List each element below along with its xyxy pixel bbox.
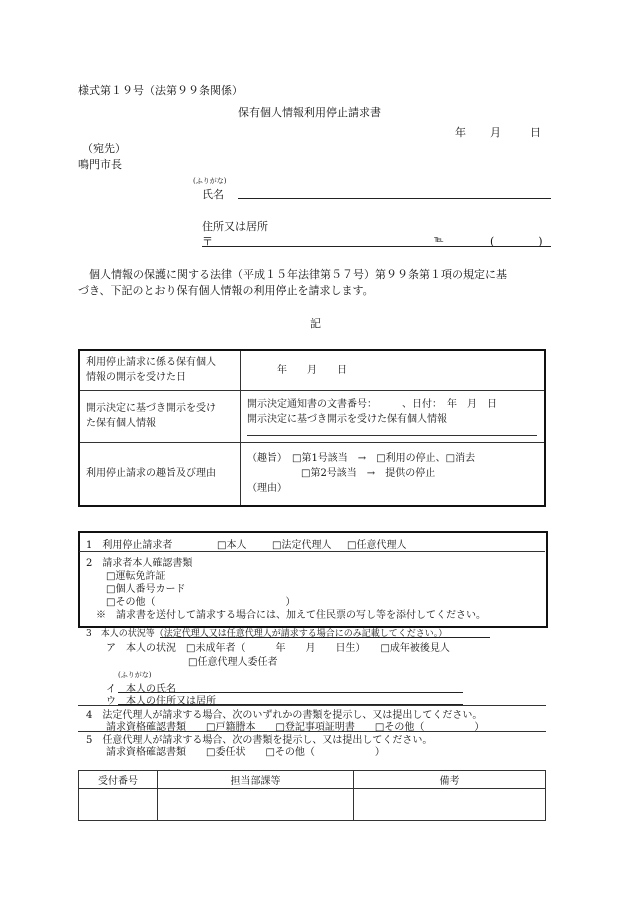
section4-docs[interactable]: 請求資格確認書類 □戸籍謄本 □登記事項証明書 □その他（ ） [106,722,485,733]
row3-value[interactable]: （趣旨） □第1号該当 → □利用の停止、□消去 □第2号該当 → 提供の停止 （理由） [241,442,546,506]
form-number: 様式第１９号（法第９９条関係） [78,84,243,97]
opt-nini[interactable]: □任意代理人 [347,540,407,551]
ki-heading: 記 [310,317,321,330]
row3-label: 利用停止請求の趣旨及び理由 [79,442,241,506]
name-underline [238,198,551,199]
body-text-line-1: 個人情報の保護に関する法律（平成１５年法律第５７号）第９９条第１項の規定に基 [78,268,507,281]
cell-department[interactable] [158,789,354,821]
date-day: 日 [530,126,541,139]
section3-underline [160,637,490,638]
section5-docs[interactable]: 請求資格確認書類 □委任状 □その他（ ） [106,747,385,758]
office-use-table [78,770,546,821]
addressee-name: 鳴門市長 [78,158,122,171]
row2-value[interactable]: 開示決定通知書の文書番号： 、日付： 年 月 日 開示決定に基づき開示を受けた保有個人情報 [241,390,546,442]
header-remarks: 備考 [354,771,546,789]
furigana-label: (ふりがな) [193,177,227,185]
doc-other[interactable]: □その他（ ） [106,597,296,608]
section1-divider [79,551,545,552]
header-receipt-number: 受付番号 [79,771,158,789]
postal-mark: 〒 [202,235,213,248]
row1-value[interactable]: 年 月 日 [241,350,546,390]
page-title: 保有個人情報利用停止請求書 [238,106,381,119]
header-department: 担当部課等 [158,771,354,789]
address-label: 住所又は居所 [202,220,268,233]
name-label: 氏名 [202,188,224,201]
body-text-line-2: づき、下記のとおり保有個人情報の利用停止を請求します。 [78,284,374,297]
section3-status[interactable]: ア 本人の状況 □未成年者（ 年 月 日生） □成年被後見人 [106,643,450,654]
section3-furigana: (ふりがな) [118,671,152,679]
section1-label: 1 利用停止請求者 [86,540,173,551]
opt-honnin[interactable]: □本人 [217,540,247,551]
section3-address: ウ 本人の住所又は居所 [106,696,216,707]
cell-remarks[interactable] [354,789,546,821]
opt-houtei[interactable]: □法定代理人 [272,540,332,551]
doc-license[interactable]: □運転免許証 [106,571,166,582]
tel-paren: ( ) [490,235,543,248]
address-underline [202,246,551,247]
section3-status2[interactable]: □任意代理人委任者 [188,657,278,668]
row2-label: 開示決定に基づき開示を受け た保有個人情報 [79,390,241,442]
date-year: 年 [455,126,466,139]
section3-label: 3 本人の状況等（法定代理人又は任意代理人が請求する場合にのみ記載してください。） [86,629,448,639]
section5-label: 5 任意代理人が請求する場合、次の書類を提示し、又は提出してください。 [86,735,433,746]
request-details-table [78,349,546,507]
section3-name: イ 本人の氏名 [106,684,176,695]
row1-label: 利用停止請求に係る保有個人 情報の開示を受けた日 [79,350,241,390]
section2-label: 2 請求者本人確認書類 [86,558,193,569]
addressee-label: （宛先） [82,142,126,155]
date-month: 月 [490,126,501,139]
section2-note: ※ 請求書を送付して請求する場合には、加えて住民票の写し等を添付してください。 [96,610,486,621]
doc-mynumber[interactable]: □個人番号カード [106,584,186,595]
tel-label: ℡ [434,235,444,245]
section4-label: 4 法定代理人が請求する場合、次のいずれかの書類を提示し、又は提出してください。 [86,710,483,721]
cell-receipt-number[interactable] [79,789,158,821]
